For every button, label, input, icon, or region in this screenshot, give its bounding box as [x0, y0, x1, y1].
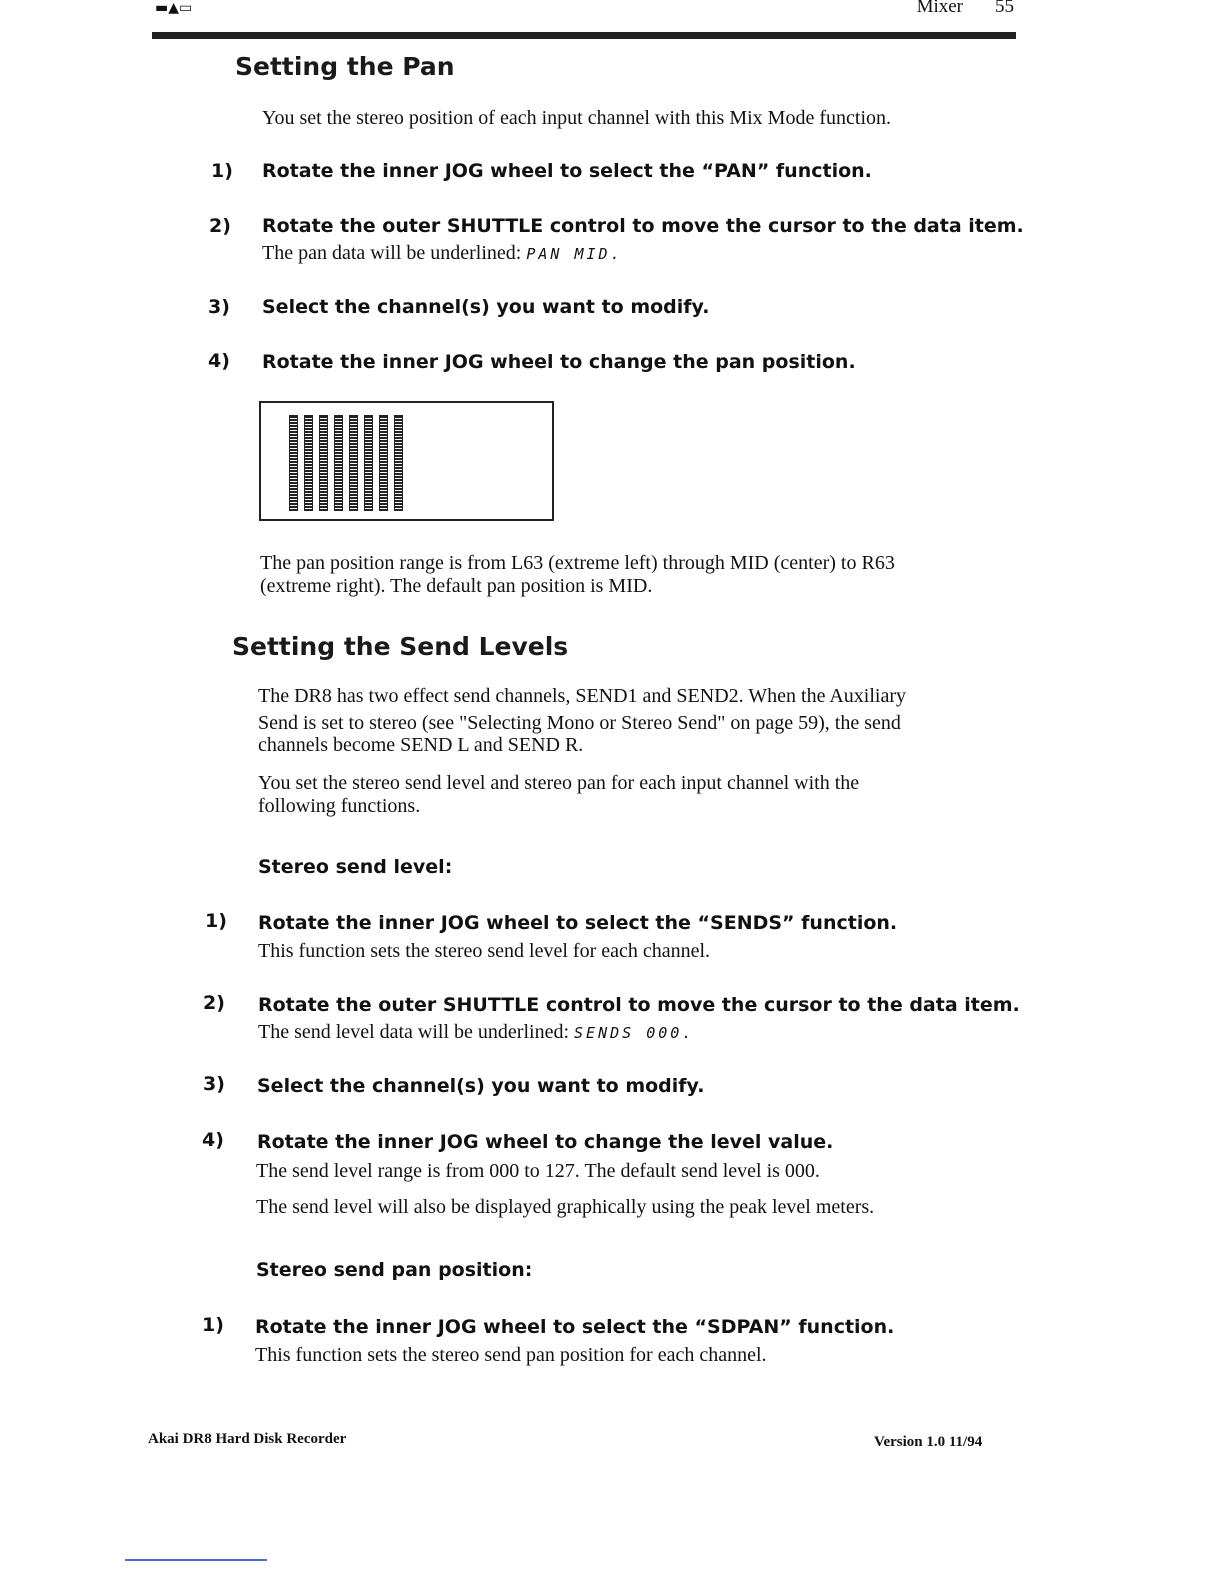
- lcd-display-figure: [259, 401, 554, 521]
- level-underline-text: The send level data will be underlined:: [258, 1021, 570, 1043]
- pan-lcd-readout: PAN MID.: [526, 245, 623, 263]
- pan-step-1: Rotate the inner JOG wheel to select the “PAN” function.: [262, 160, 872, 182]
- pan-underline-note: [262, 242, 623, 265]
- level-meter: [289, 415, 298, 511]
- level-meter: [364, 415, 373, 511]
- sdpan-step-1: Rotate the inner JOG wheel to select the “SDPAN” function.: [255, 1316, 895, 1338]
- stereo-send-level-heading: Stereo send level:: [258, 856, 453, 878]
- header-rule: [152, 32, 1016, 39]
- level-meter-note: The send level will also be displayed graphically using the peak level meters.: [256, 1196, 875, 1218]
- send-para-2-line-1: You set the stereo send level and stereo pan for each input channel with the: [258, 772, 860, 794]
- level-meter: [349, 415, 358, 511]
- level-step-2: Rotate the outer SHUTTLE control to move the cursor to the data item.: [258, 994, 1020, 1016]
- footer-version: Version 1.0 11/94: [874, 1434, 983, 1450]
- level-step-4: Rotate the inner JOG wheel to change the level value.: [257, 1131, 834, 1153]
- header-mark: ▬▲▭: [155, 0, 193, 16]
- level-step-2-number: 2): [203, 992, 225, 1014]
- header-section: Mixer: [916, 0, 963, 17]
- pan-intro: You set the stereo position of each input channel with this Mix Mode function.: [262, 107, 891, 129]
- level-meter: [394, 415, 403, 511]
- pan-step-4-number: 4): [208, 350, 230, 372]
- level-step-3: Select the channel(s) you want to modify.: [257, 1075, 705, 1097]
- send-para-1-line-2: Send is set to stereo (see "Selecting Mono or Stereo Send" on page 59), the send: [258, 712, 901, 734]
- level-meter: [319, 415, 328, 511]
- level-step-4-number: 4): [202, 1129, 224, 1151]
- running-header: [885, 0, 1014, 18]
- stereo-send-pan-heading: Stereo send pan position:: [256, 1259, 533, 1281]
- pan-step-4: Rotate the inner JOG wheel to change the pan position.: [262, 351, 856, 373]
- level-meter: [334, 415, 343, 511]
- footer-product: Akai DR8 Hard Disk Recorder: [148, 1431, 347, 1447]
- send-para-1-line-3: channels become SEND L and SEND R.: [258, 734, 584, 756]
- level-meter: [304, 415, 313, 511]
- level-range-note: The send level range is from 000 to 127. The default send level is 000.: [256, 1160, 820, 1182]
- pan-range-line-2: (extreme right). The default pan position is MID.: [260, 575, 653, 597]
- heading-setting-send-levels: Setting the Send Levels: [232, 632, 569, 661]
- send-para-1-line-1: The DR8 has two effect send channels, SEND1 and SEND2. When the Auxiliary: [258, 685, 907, 707]
- send-para-2-line-2: following functions.: [258, 795, 421, 817]
- level-step-3-number: 3): [203, 1073, 225, 1095]
- pan-step-2: Rotate the outer SHUTTLE control to move the cursor to the data item.: [262, 215, 1024, 237]
- pan-step-2-number: 2): [209, 215, 231, 237]
- sdpan-step-1-note: This function sets the stereo send pan position for each channel.: [255, 1344, 767, 1366]
- level-meter: [379, 415, 388, 511]
- pan-step-3: Select the channel(s) you want to modify.: [262, 296, 710, 318]
- level-lcd-readout: SENDS 000.: [574, 1024, 695, 1042]
- level-step-1-note: This function sets the stereo send level for each channel.: [258, 940, 711, 962]
- level-underline-note: [258, 1021, 694, 1044]
- pan-step-1-number: 1): [211, 160, 233, 182]
- level-step-1: Rotate the inner JOG wheel to select the “SENDS” function.: [258, 912, 898, 934]
- page-number: 55: [995, 0, 1014, 17]
- sdpan-step-1-number: 1): [202, 1314, 224, 1336]
- pan-range-line-1: The pan position range is from L63 (extreme left) through MID (center) to R63: [260, 552, 895, 574]
- heading-setting-pan: Setting the Pan: [235, 52, 455, 81]
- bottom-rule: [125, 1559, 267, 1561]
- level-step-1-number: 1): [205, 910, 227, 932]
- pan-step-3-number: 3): [208, 296, 230, 318]
- pan-underline-text: The pan data will be underlined:: [262, 242, 522, 264]
